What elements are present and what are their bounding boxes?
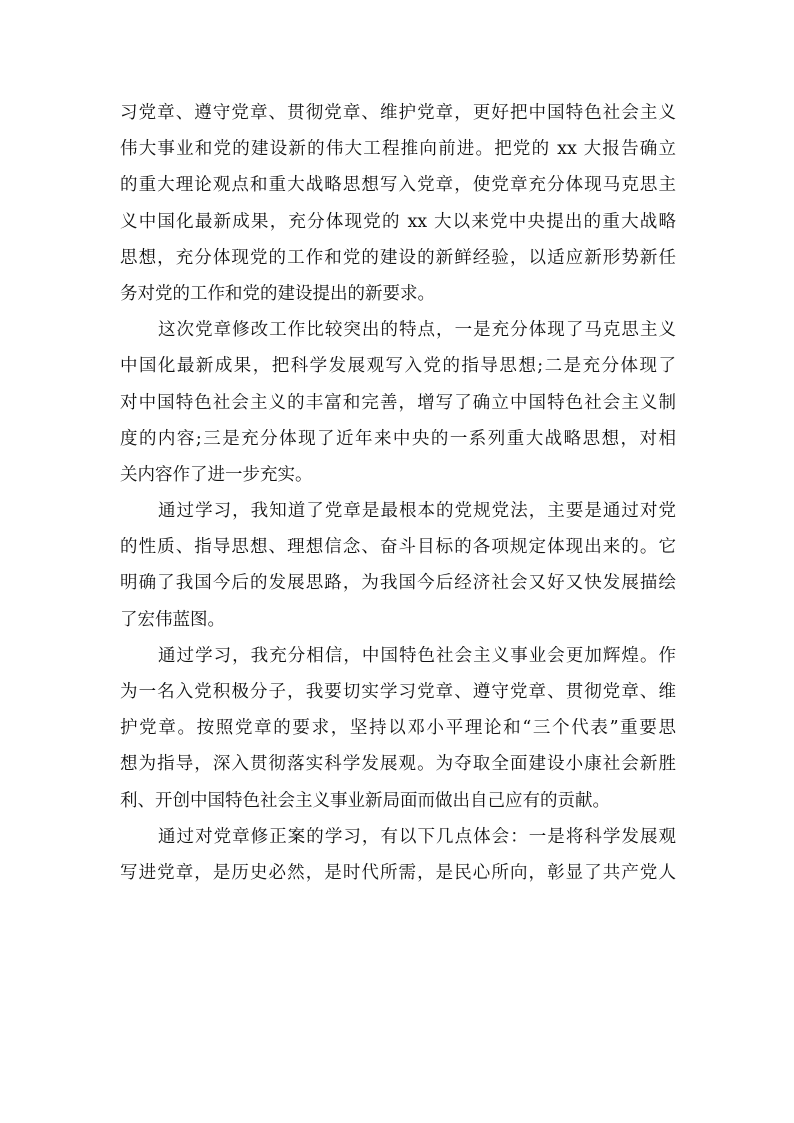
text-line: 了宏伟蓝图。	[120, 609, 225, 630]
text-line: 关内容作了进一步充实。	[120, 464, 313, 485]
text-line: 思想，充分体现党的工作和党的建设的新鲜经验，以适应新形势新任	[120, 247, 676, 268]
text-line: 为一名入党积极分子，我要切实学习党章、遵守党章、贯彻党章、维	[120, 682, 676, 702]
paragraph-1	[120, 95, 676, 312]
document-body	[120, 95, 676, 891]
text-line: 伟大事业和党的建设新的伟大工程推向前进。把党的 xx 大报告确立	[120, 139, 676, 160]
text-line: 习党章、遵守党章、贯彻党章、维护党章，更好把中国特色社会主义	[120, 103, 676, 123]
text-line: 写进党章，是历史必然，是时代所需，是民心所向，彰显了共产党人	[120, 862, 676, 883]
text-line: 明确了我国今后的发展思路，为我国今后经济社会又好又快发展描绘	[120, 573, 676, 594]
paragraph-4	[120, 638, 676, 819]
text-line: 通过学习，我充分相信，中国特色社会主义事业会更加辉煌。作	[158, 645, 676, 666]
paragraph-2	[120, 312, 676, 493]
text-line: 通过学习，我知道了党章是最根本的党规党法，主要是通过对党	[158, 501, 676, 522]
text-line: 想为指导，深入贯彻落实科学发展观。为夺取全面建设小康社会新胜	[120, 754, 676, 775]
text-line: 通过对党章修正案的学习，有以下几点体会：一是将科学发展观	[158, 826, 676, 847]
text-line: 的重大理论观点和重大战略思想写入党章，使党章充分体现马克思主	[120, 175, 676, 196]
paragraph-3	[120, 493, 676, 638]
text-line: 利、开创中国特色社会主义事业新局面而做出自己应有的贡献。	[120, 790, 610, 811]
text-line: 这次党章修改工作比较突出的特点，一是充分体现了马克思主义	[158, 320, 676, 341]
text-line: 务对党的工作和党的建设提出的新要求。	[120, 283, 435, 304]
text-line: 的性质、指导思想、理想信念、奋斗目标的各项规定体现出来的。它	[120, 537, 676, 558]
text-line: 对中国特色社会主义的丰富和完善，增写了确立中国特色社会主义制	[120, 392, 676, 413]
paragraph-5	[120, 819, 676, 891]
text-line: 护党章。按照党章的要求，坚持以邓小平理论和“三个代表”重要思	[120, 718, 676, 739]
text-line: 度的内容;三是充分体现了近年来中央的一系列重大战略思想，对相	[120, 428, 676, 449]
text-line: 中国化最新成果，把科学发展观写入党的指导思想;二是充分体现了	[120, 356, 676, 377]
text-line: 义中国化最新成果，充分体现党的 xx 大以来党中央提出的重大战略	[120, 211, 676, 232]
